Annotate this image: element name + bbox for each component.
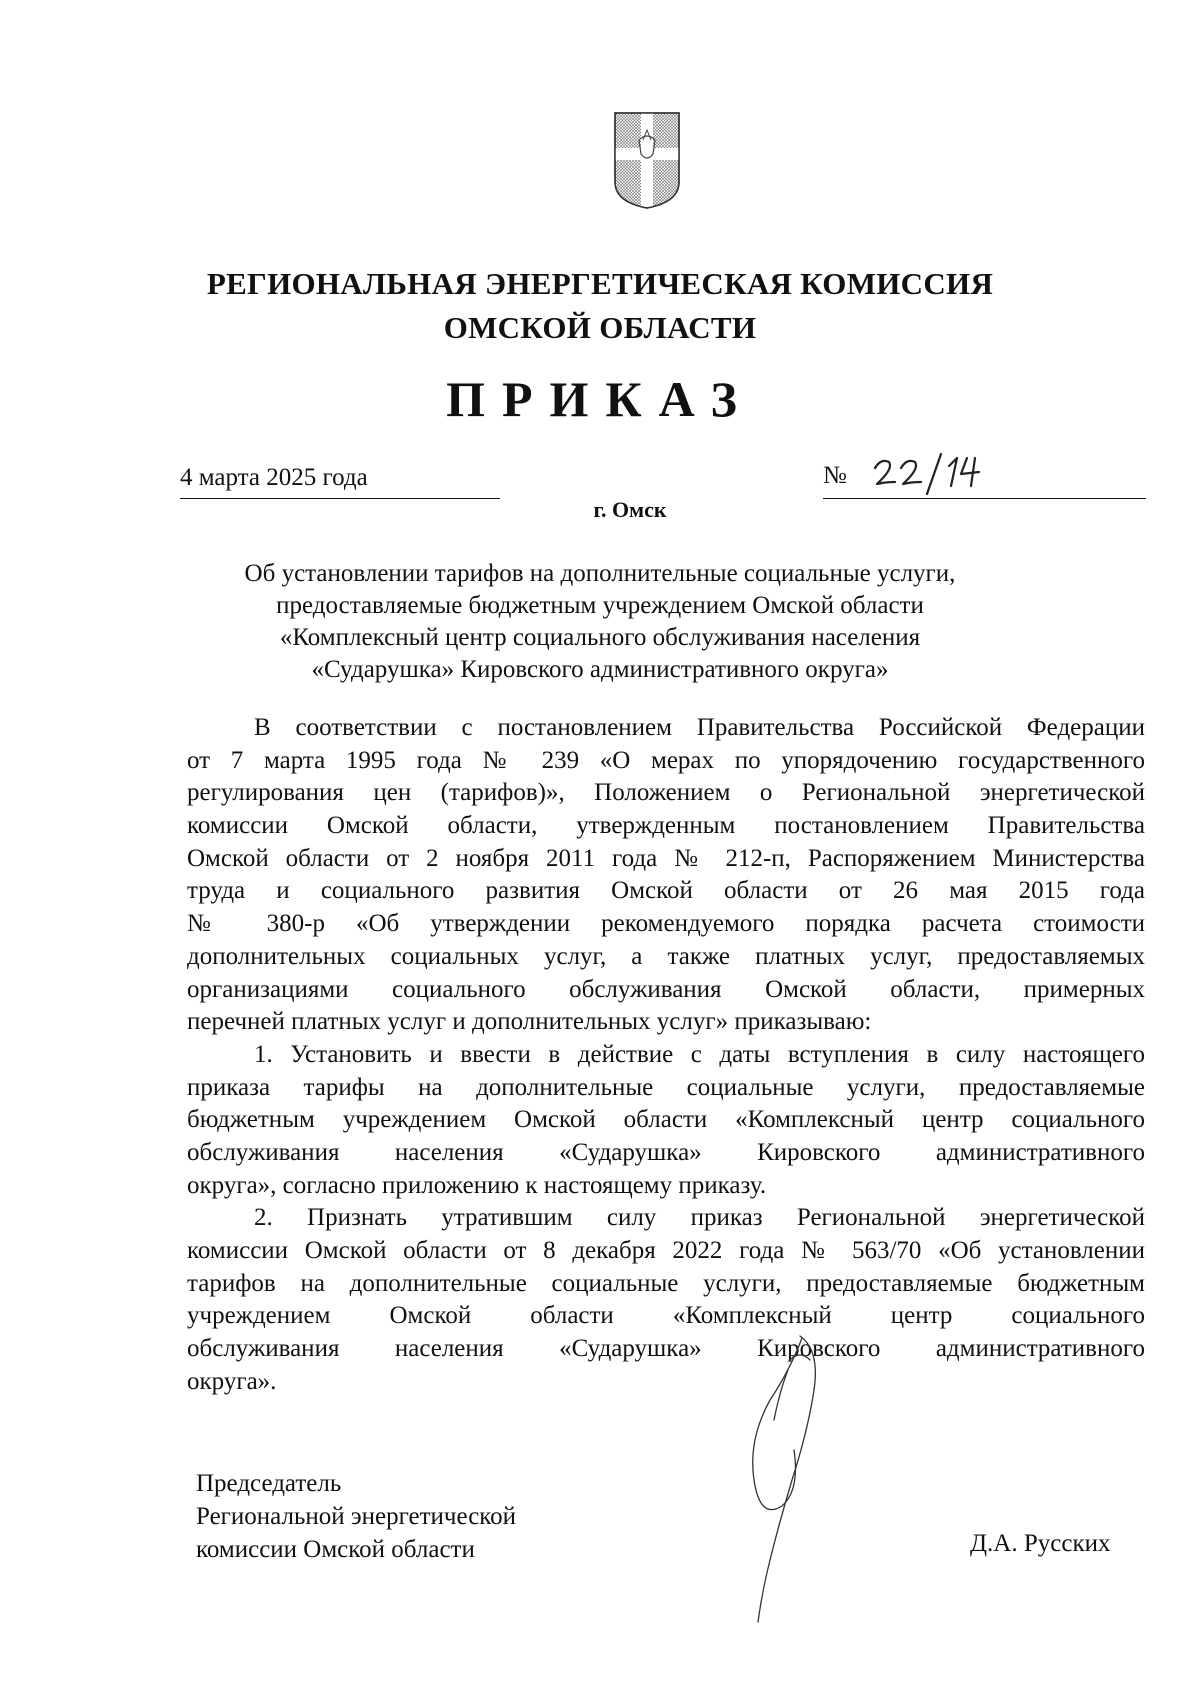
signatory-title-line: комиссии Омской области (196, 1536, 475, 1563)
body-line: организациями социального обслуживания Омской области, примерных (187, 975, 1145, 1003)
body-line: округа». (187, 1367, 277, 1395)
handwritten-signature (730, 1330, 850, 1630)
body-line: комиссии Омской области от 8 декабря 2022 года № 563/70 «Об установлении (187, 1237, 1145, 1264)
body-line: комиссии Омской области, утвержденным постановлением Правительства (187, 812, 1145, 840)
body-line: учреждением Омской области «Комплексный центр социального (187, 1302, 1145, 1330)
subject-line: Об установлении тарифов на дополнительные социальные услуги, (244, 560, 956, 587)
number-sign: № (823, 462, 847, 489)
document-type: ПРИКАЗ (446, 371, 754, 427)
subject-line: «Комплексный центр социального обслуживания населения (279, 624, 921, 651)
body-line: приказа тарифы на дополнительные социальные услуги, предоставляемые (187, 1073, 1145, 1101)
body-line: обслуживания населения «Сударушка» Кировского административного (187, 1335, 1145, 1363)
city: г. Омск (593, 497, 667, 522)
body-line: 2. Признать утратившим силу приказ Региональной энергетической (254, 1204, 1145, 1232)
order-body (187, 712, 1145, 1398)
document-date: 4 марта 2025 года (180, 464, 368, 491)
body-line: Омской области от 2 ноября 2011 года № 212-п, Распоряжением Министерства (187, 844, 1145, 872)
handwritten-number (867, 450, 997, 498)
body-line: округа», согласно приложению к настоящему приказу. (187, 1171, 767, 1199)
order-subject (150, 558, 1050, 686)
signatory-title-line: Председатель (196, 1470, 342, 1497)
body-line: перечней платных услуг и дополнительных услуг» приказываю: (187, 1008, 872, 1036)
body-line: от 7 марта 1995 года № 239 «О мерах по упорядочению государственного (187, 746, 1145, 774)
body-line: дополнительных социальных услуг, а также платных услуг, предоставляемых (187, 942, 1145, 970)
signatory-title-line: Региональной энергетической (196, 1503, 517, 1530)
body-line: регулирования цен (тарифов)», Положением о Региональной энергетической (187, 779, 1145, 807)
coat-of-arms-emblem (612, 110, 682, 210)
body-line: бюджетным учреждением Омской области «Комплексный центр социального (187, 1106, 1145, 1134)
number-field (823, 462, 1146, 499)
body-line: обслуживания населения «Сударушка» Кировского административного (187, 1138, 1145, 1166)
organization-name-line2: ОМСКОЙ ОБЛАСТИ (443, 310, 757, 345)
date-field (180, 464, 500, 499)
signatory-name: Д.А. Русских (970, 1530, 1111, 1557)
organization-name-line1: РЕГИОНАЛЬНАЯ ЭНЕРГЕТИЧЕСКАЯ КОМИССИЯ (206, 266, 994, 301)
body-line: 1. Установить и ввести в действие с даты вступления в силу настоящего (254, 1040, 1145, 1068)
body-line: тарифов на дополнительные социальные услуги, предоставляемые бюджетным (187, 1269, 1145, 1297)
body-line: № 380-р «Об утверждении рекомендуемого порядка расчета стоимости (187, 910, 1145, 938)
subject-line: «Сударушка» Кировского административного округа» (311, 656, 889, 683)
body-line: труда и социального развития Омской области от 26 мая 2015 года (187, 877, 1145, 905)
body-line: В соответствии с постановлением Правительства Российской Федерации (254, 714, 1145, 741)
signatory-title (196, 1467, 516, 1566)
subject-line: предоставляемые бюджетным учреждением Омской области (276, 592, 924, 619)
